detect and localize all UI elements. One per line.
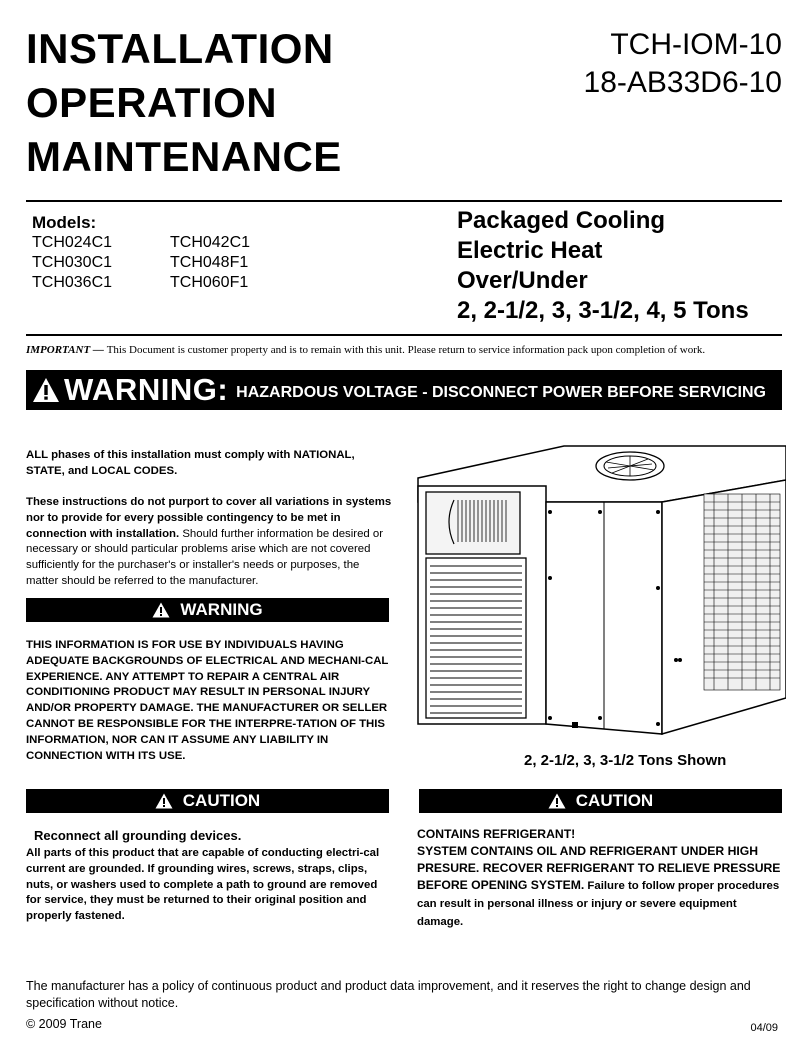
important-notice — [26, 344, 788, 356]
warning-triangle-icon — [32, 377, 60, 403]
warning-triangle-icon — [548, 793, 566, 809]
warning-header-label: WARNING — [180, 600, 263, 619]
product-description — [457, 206, 749, 326]
title-line-1: INSTALLATION — [26, 25, 334, 72]
model-item: TCH030C1 — [32, 254, 113, 271]
product-line-2: Electric Heat — [457, 237, 603, 264]
warning-banner-label: WARNING: — [64, 372, 229, 407]
intro-instructions-paragraph — [26, 495, 392, 590]
product-line-1: Packaged Cooling — [457, 207, 666, 234]
publication-date: 04/09 — [750, 1022, 778, 1034]
part-number: 18-AB33D6-10 — [583, 66, 782, 99]
document-identifiers — [584, 26, 782, 102]
caution-left-header — [26, 789, 389, 813]
caution-left-heading: Reconnect all grounding devices. — [34, 828, 242, 843]
caution-right-text — [417, 843, 785, 931]
intro-instructions-bold: These instructions do not purport to cover all variations in systems nor to provide for every possible contingency to be met in connection with installation. — [26, 496, 392, 540]
title-line-2: OPERATION — [26, 79, 278, 126]
top-divider — [26, 200, 782, 202]
model-item: TCH024C1 — [32, 234, 113, 251]
caution-right-rest: Failure to follow proper procedures can result in personal illness or injury or severe equipment damage. — [417, 880, 780, 928]
document-title — [26, 22, 342, 184]
mid-divider — [26, 334, 782, 336]
models-heading: Models: — [32, 213, 97, 232]
important-text: This Document is customer property and is to remain with this unit. Please return to service information pack upon completion of work. — [106, 344, 706, 356]
caution-right-header — [419, 789, 782, 813]
warning-text: THIS INFORMATION IS FOR USE BY INDIVIDUALS HAVING ADEQUATE BACKGROUNDS OF ELECTRICAL AND MECHANI-CAL EXPERIENCE. ANY ATTEMPT TO REPAIR A CENTRAL AIR CONDITIONING PRODUCT MAY RESULT IN PERSONAL INJURY AND/OR PROPERTY DAMAGE. THE MANUFACTURER OR SELLER CANNOT BE RESPONSIBLE FOR THE INTERPRE-TATION OF THIS INFORMATION, NOR CAN IT ASSUME ANY LIABILITY IN CONNECTION WITH ITS USE. — [26, 639, 389, 762]
hazard-warning-banner — [26, 370, 782, 410]
caution-right-body — [417, 826, 785, 931]
caution-right-label: CAUTION — [575, 791, 654, 810]
copyright: © 2009 Trane — [26, 1017, 102, 1031]
title-line-3: MAINTENANCE — [26, 133, 342, 180]
model-item: TCH042C1 — [170, 234, 251, 251]
model-item: TCH048F1 — [170, 254, 249, 271]
packaged-unit-illustration — [414, 428, 786, 746]
caution-left-text: All parts of this product that are capable of conducting electri-cal current are grounded. If grounding wires, screws, straps, clips, nuts, or washers used to complete a path to ground are removed for service, they must be returned to their original position and properly fastened. — [26, 847, 380, 923]
model-item: TCH036C1 — [32, 274, 113, 291]
warning-triangle-icon — [152, 602, 170, 618]
intro-codes-paragraph: ALL phases of this installation must comply with NATIONAL, STATE, and LOCAL CODES. — [26, 449, 355, 477]
intro-instructions-rest: Should further information be desired or necessary or should particular problems arise which are not covered sufficiently for the purchaser's or installer's needs or purposes, the matter should be referred to the manufacturer. — [26, 527, 384, 587]
model-item: TCH060F1 — [170, 274, 249, 291]
product-line-3: Over/Under — [457, 267, 588, 294]
important-label: IMPORTANT — — [26, 344, 107, 356]
caution-left-label: CAUTION — [182, 791, 261, 810]
models-list — [32, 233, 310, 293]
warning-header — [26, 598, 389, 622]
figure-caption: 2, 2-1/2, 3, 3-1/2 Tons Shown — [524, 752, 727, 769]
caution-right-line1: CONTAINS REFRIGERANT! — [417, 827, 576, 841]
warning-banner-message: HAZARDOUS VOLTAGE - DISCONNECT POWER BEFORE SERVICING — [236, 384, 766, 401]
warning-triangle-icon — [155, 793, 173, 809]
caution-right-bold: SYSTEM CONTAINS OIL AND REFRIGERANT UNDER HIGH PRESURE. RECOVER REFRIGERANT TO RELIEVE PRESSURE BEFORE OPENING SYSTEM. — [417, 844, 781, 892]
product-line-4: 2, 2-1/2, 3, 3-1/2, 4, 5 Tons — [457, 297, 749, 324]
document-id: TCH-IOM-10 — [610, 28, 782, 61]
footer-note: The manufacturer has a policy of continuous product and product data improvement, and it reserves the right to change design and specification without notice. — [26, 979, 751, 1010]
